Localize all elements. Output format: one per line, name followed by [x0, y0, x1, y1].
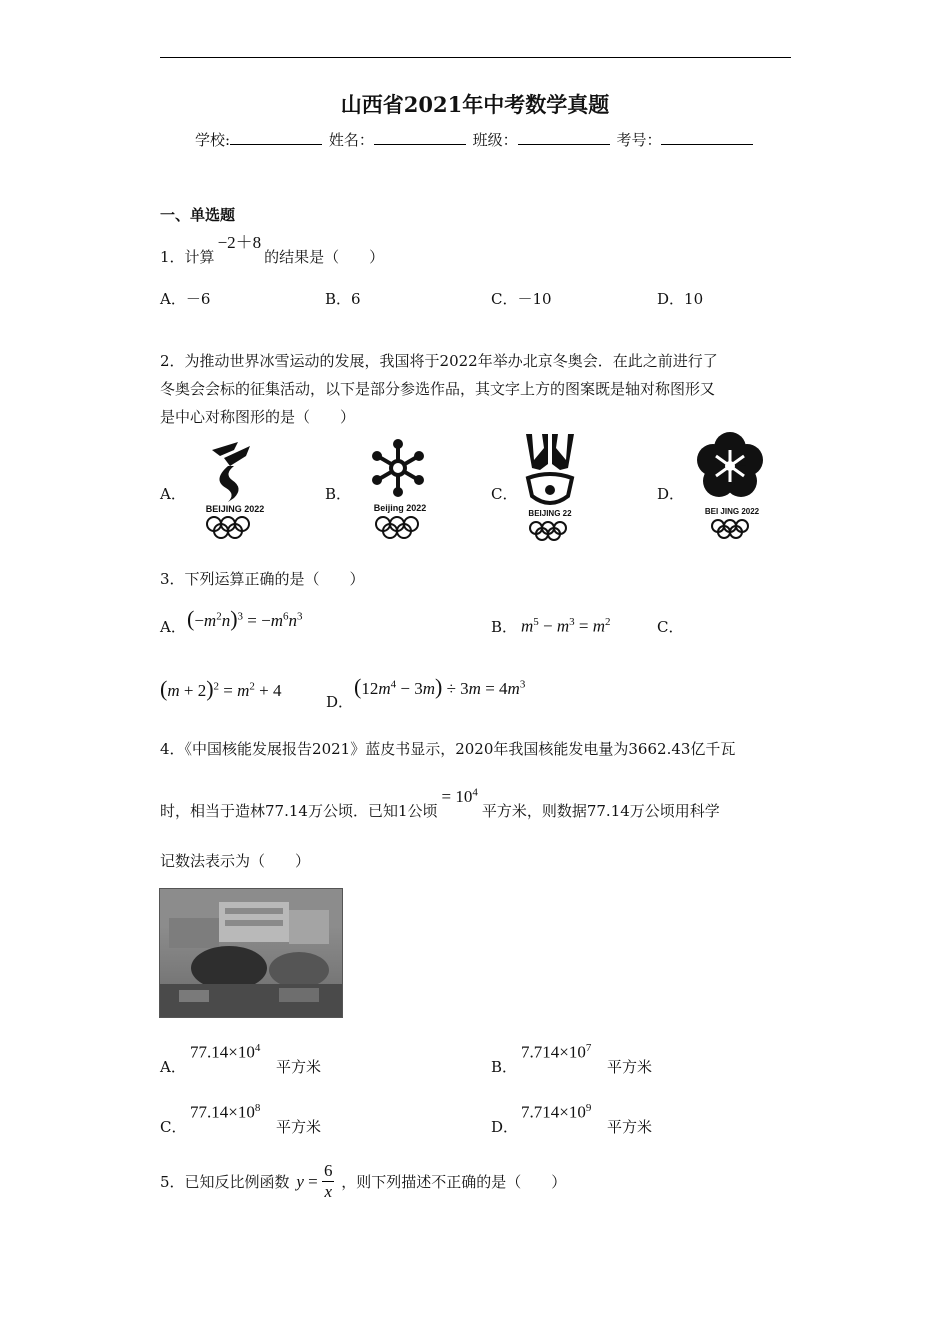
option-d[interactable]: D．10 — [657, 290, 704, 308]
option-b-label[interactable]: B． — [491, 1058, 518, 1076]
option-a-label[interactable]: A． — [160, 1058, 186, 1076]
question-4-line-1: 4．《中国核能发展报告2021》蓝皮书显示，2020年我国核能发电量为3662.43亿千瓦 — [160, 740, 736, 758]
option-c-formula[interactable]: $(m + 2)^2 = m^2 + 4$ — [160, 676, 282, 701]
question-text: 5．已知反比例函数 — [160, 1173, 290, 1191]
option-a[interactable]: A．－6 — [160, 290, 211, 308]
option-c[interactable]: C．－10 — [491, 290, 552, 308]
question-text: 时，相当于造林77.14万公顷．已知1公顷 — [160, 802, 438, 820]
question-text: 的结果是（ ） — [264, 248, 385, 266]
question-1-stem — [160, 233, 385, 267]
exam-number-blank — [661, 130, 753, 145]
question-2-line-3: 是中心对称图形的是（ ） — [160, 408, 356, 426]
emblem-text: BEIJING 22 — [528, 509, 572, 518]
question-2-line-1: 2．为推动世界冰雪运动的发展，我国将于2022年举办北京冬奥会．在此之前进行了 — [160, 352, 718, 370]
section-heading: 一、单选题 — [160, 206, 236, 224]
option-b-label[interactable]: B． — [325, 485, 352, 503]
question-text: 计算 — [184, 248, 215, 266]
option-b-value[interactable]: $7.714\times 10^7$ — [521, 1042, 592, 1062]
question-text: 平方米，则数据77.14万公顷用科学 — [481, 802, 720, 820]
option-c-unit: 平方米 — [276, 1118, 322, 1136]
question-5-stem — [160, 1161, 566, 1202]
question-4-line-2 — [160, 786, 720, 821]
school-label: 学校: — [195, 131, 231, 149]
school-blank — [230, 130, 322, 145]
option-c-value[interactable]: $77.14\times 10^8$ — [190, 1102, 261, 1122]
name-blank — [374, 130, 466, 145]
student-info-line — [195, 129, 755, 150]
option-b-formula[interactable]: $m^5 - m^3 = m^2$ — [521, 616, 611, 636]
option-c-label[interactable]: C． — [657, 618, 684, 636]
option-d-unit: 平方米 — [607, 1118, 653, 1136]
question-2-line-2: 冬奥会会标的征集活动，以下是部分参选作品，其文字上方的图案既是轴对称图形又 — [160, 380, 716, 398]
emblem-text: BEI JING 2022 — [704, 507, 760, 516]
fraction-formula: y = $\frac{6}{x}$ — [296, 1161, 333, 1201]
question-3-stem: 3．下列运算正确的是（ ） — [160, 570, 365, 588]
class-label: 班级： — [472, 131, 518, 149]
option-a-label[interactable]: A． — [160, 618, 186, 636]
olympic-emblem-d — [688, 430, 778, 542]
math-expression: −2＋8 — [217, 233, 262, 252]
olympic-emblem-c — [518, 430, 582, 546]
exam-number-label: 考号： — [616, 131, 662, 149]
option-c-label[interactable]: C． — [160, 1118, 187, 1136]
name-label: 姓名： — [328, 131, 374, 149]
emblem-text: Beijing 2022 — [373, 503, 427, 513]
question-text: ，则下列描述不正确的是（ ） — [341, 1173, 567, 1191]
class-blank — [518, 130, 610, 145]
option-a-value[interactable]: $77.14\times 10^4$ — [190, 1042, 261, 1062]
question-number: 1． — [160, 248, 185, 266]
page-title: 山西省2021年中考数学真题 — [340, 92, 610, 117]
option-a-formula[interactable]: $(-m^2n)^3 = -m^6n^3$ — [187, 606, 303, 631]
question-4-line-3: 记数法表示为（ ） — [160, 852, 311, 870]
option-d-label[interactable]: D． — [326, 693, 354, 711]
emblem-text: BEIJING 2022 — [205, 504, 265, 514]
top-rule — [160, 57, 791, 58]
option-a-label[interactable]: A． — [160, 485, 186, 503]
option-c-label[interactable]: C． — [491, 485, 518, 503]
option-d-label[interactable]: D． — [491, 1118, 519, 1136]
option-b-unit: 平方米 — [607, 1058, 653, 1076]
math-expression: = $10^4$ — [441, 786, 478, 806]
option-b[interactable]: B．6 — [325, 290, 361, 308]
olympic-emblem-b — [356, 434, 446, 542]
option-d-value[interactable]: $7.714\times 10^9$ — [521, 1102, 592, 1122]
option-d-label[interactable]: D． — [657, 485, 685, 503]
nuclear-plant-photo — [159, 888, 343, 1018]
olympic-emblem-a — [190, 436, 280, 544]
option-a-unit: 平方米 — [276, 1058, 322, 1076]
option-b-label[interactable]: B． — [491, 618, 518, 636]
option-d-formula[interactable]: $(12m^4 - 3m) \div 3m = 4m^3$ — [354, 674, 526, 699]
